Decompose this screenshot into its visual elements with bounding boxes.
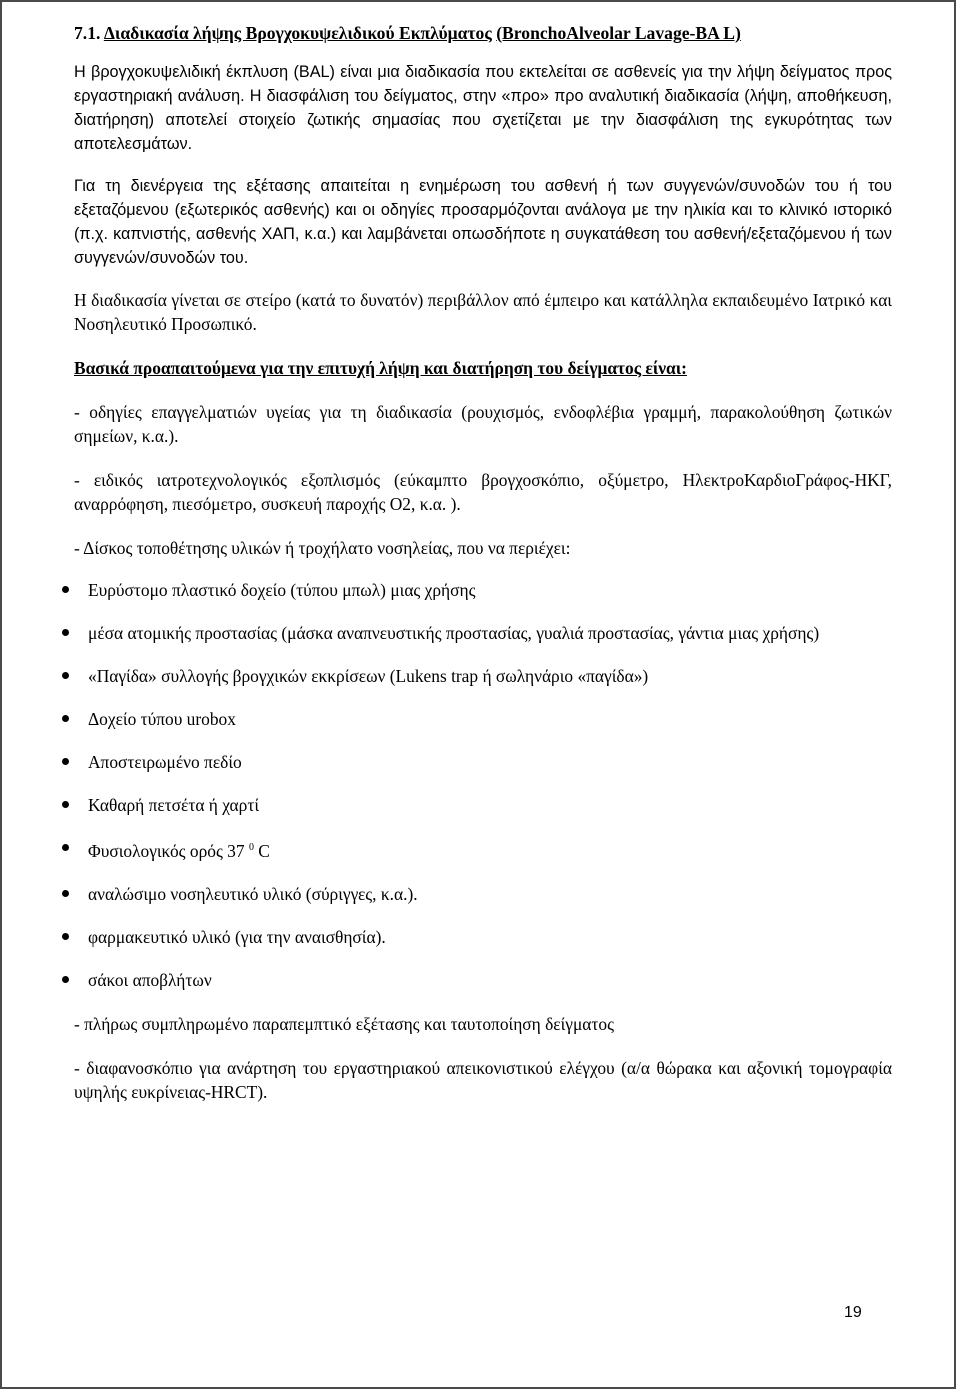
prerequisites-heading: Βασικά προαπαιτούμενα για την επιτυχή λήψη και διατήρηση του δείγματος είναι: [74,358,687,378]
list-item: Δοχείο τύπου urobox [74,707,892,731]
list-item: αναλώσιμο νοσηλευτικό υλικό (σύριγγες, κ.α.). [74,882,892,906]
bullet-icon [62,844,69,851]
page-number: 19 [844,1304,862,1321]
section-title-english: (BronchoAlveolar Lavage-BA L) [496,23,741,43]
bullet-icon [62,715,69,722]
bullet-icon [62,933,69,940]
bullet-icon [62,672,69,679]
section-heading [74,20,892,46]
section-title: Διαδικασία λήψης Βρογχοκυψελιδικού Εκπλύματος [103,23,492,43]
requirement-guidelines: - οδηγίες επαγγελματιών υγείας για τη διαδικασία (ρουχισμός, ενδοφλέβια γραμμή, παρακολούθηση ζωτικών σημείων, κ.α.). [74,402,892,446]
intro-paragraph: Η βρογχοκυψελιδική έκπλυση (BAL) είναι μια διαδικασία που εκτελείται σε ασθενείς για την λήψη δείγματος προς εργαστηριακή ανάλυση. Η διασφάλιση του δείγματος, στην «προ» προ αναλυτική διαδικασία (λήψη, αποθήκευση, διατήρηση) αποτελεί στοιχείο ζωτικής σημασίας που σχετίζεται με την διασφάλιση της εγκυρότητας των αποτελεσμάτων. [74,63,892,153]
bullet-icon [62,586,69,593]
list-item: Ευρύστομο πλαστικό δοχείο (τύπου μπωλ) μιας χρήσης [74,578,892,602]
bullet-icon [62,890,69,897]
bullet-icon [62,801,69,808]
degree-superscript: 0 [248,842,254,853]
list-item: Καθαρή πετσέτα ή χαρτί [74,793,892,817]
page-content [74,20,892,1104]
list-item: «Παγίδα» συλλογής βρογχικών εκκρίσεων (Lukens trap ή σωληνάριο «παγίδα») [74,664,892,688]
requirement-tray: - Δίσκος τοποθέτησης υλικών ή τροχήλατο νοσηλείας, που να περιέχει: [74,538,571,558]
requirement-equipment: - ειδικός ιατροτεχνολογικός εξοπλισμός (εύκαμπτο βρογχοσκόπιο, οξύμετρο, ΗλεκτροΚαρδιοΓράφος-ΗΚΓ, αναρρόφηση, πιεσόμετρο, συσκευή παροχής Ο2, κ.α. ). [74,470,892,514]
list-item: Αποστειρωμένο πεδίο [74,750,892,774]
section-number: 7.1. [74,23,101,43]
tray-items-list [74,578,892,992]
sterile-environment-paragraph: Η διαδικασία γίνεται σε στείρο (κατά το δυνατόν) περιβάλλον από έμπειρο και κατάλληλα εκπαιδευμένο Ιατρικό και Νοσηλευτικό Προσωπικό. [74,290,892,334]
list-item: μέσα ατομικής προστασίας (μάσκα αναπνευστικής προστασίας, γυαλιά προστασίας, γάντια μιας χρήσης) [74,621,892,645]
list-item: σάκοι αποβλήτων [74,968,892,992]
consent-paragraph: Για τη διενέργεια της εξέτασης απαιτείται η ενημέρωση του ασθενή ή των συγγενών/συνοδών του ή του εξεταζόμενου (εξωτερικός ασθενής) και οι οδηγίες προσαρμόζονται ανάλογα με την ηλικία και το κλινικό ιστορικό (π.χ. καπνιστής, ασθενής ΧΑΠ, κ.α.) και λαμβάνεται οπωσδήποτε η συγκατάθεση του ασθενή/εξεταζόμενου ή των συγγενών/συνοδών του. [74,177,892,267]
closing-referral: - πλήρως συμπληρωμένο παραπεμπτικό εξέτασης και ταυτοποίηση δείγματος [74,1014,614,1034]
closing-light-box: - διαφανοσκόπιο για ανάρτηση του εργαστηριακού απεικονιστικού ελέγχου (α/α θώρακα και αξονική τομογραφία υψηλής ευκρίνειας-HRCT). [74,1058,892,1102]
list-item: φαρμακευτικό υλικό (για την αναισθησία). [74,925,892,949]
bullet-icon [62,976,69,983]
temperature-unit: C [253,841,270,861]
bullet-icon [62,758,69,765]
list-item: Φυσιολογικός ορός 37 $^0$ C [74,836,892,863]
bullet-icon [62,629,69,636]
